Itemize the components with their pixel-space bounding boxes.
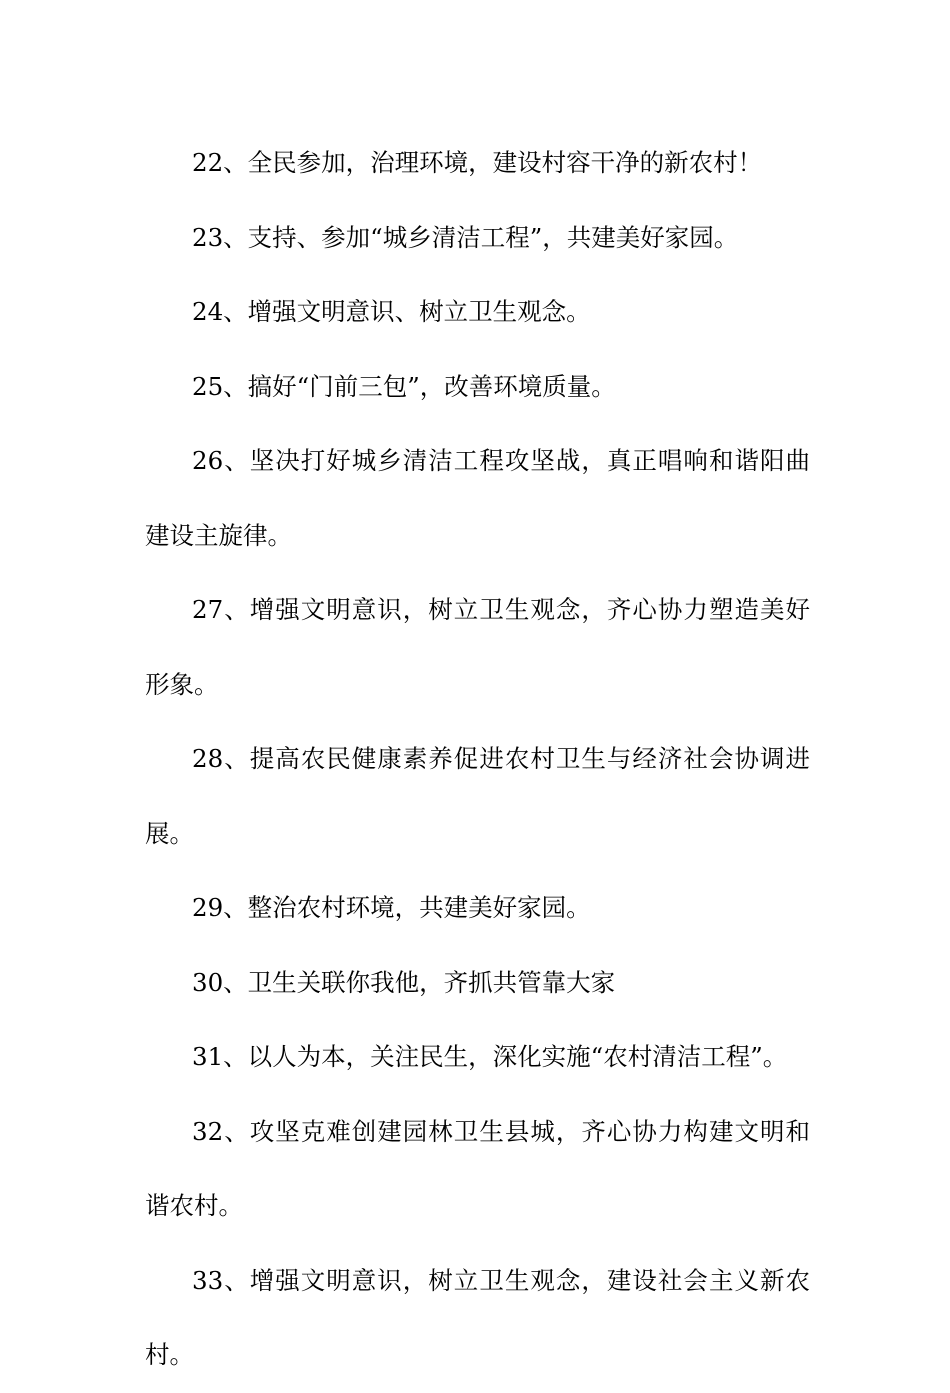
slogan-23: 23、支持、参加“城乡清洁工程”，共建美好家园。 (192, 222, 739, 252)
slogan-27: 27、增强文明意识，树立卫生观念，齐心协力塑造美好形象。 (145, 595, 810, 699)
slogan-33: 33、增强文明意识，树立卫生观念，建设社会主义新农村。 (145, 1265, 810, 1369)
slogan-22: 22、全民参加，治理环境，建设村容干净的新农村！ (192, 148, 763, 177)
slogan-25: 25、搞好“门前三包”，改善环境质量。 (192, 371, 616, 401)
slogan-32: 32、攻坚克难创建园林卫生县城，齐心协力构建文明和谐农村。 (145, 1116, 810, 1220)
slogan-31: 31、以人为本，关注民生，深化实施“农村清洁工程”。 (192, 1042, 788, 1071)
slogan-list (145, 126, 810, 1393)
slogan-24: 24、增强文明意识、树立卫生观念。 (192, 297, 591, 326)
slogan-28: 28、提高农民健康素养促进农村卫生与经济社会协调进展。 (145, 744, 810, 848)
slogan-29: 29、整治农村环境，共建美好家园。 (192, 893, 591, 922)
slogan-26: 26、坚决打好城乡清洁工程攻坚战，真正唱响和谐阳曲建设主旋律。 (145, 446, 810, 550)
slogan-30: 30、卫生关联你我他，齐抓共管靠大家 (192, 967, 616, 997)
